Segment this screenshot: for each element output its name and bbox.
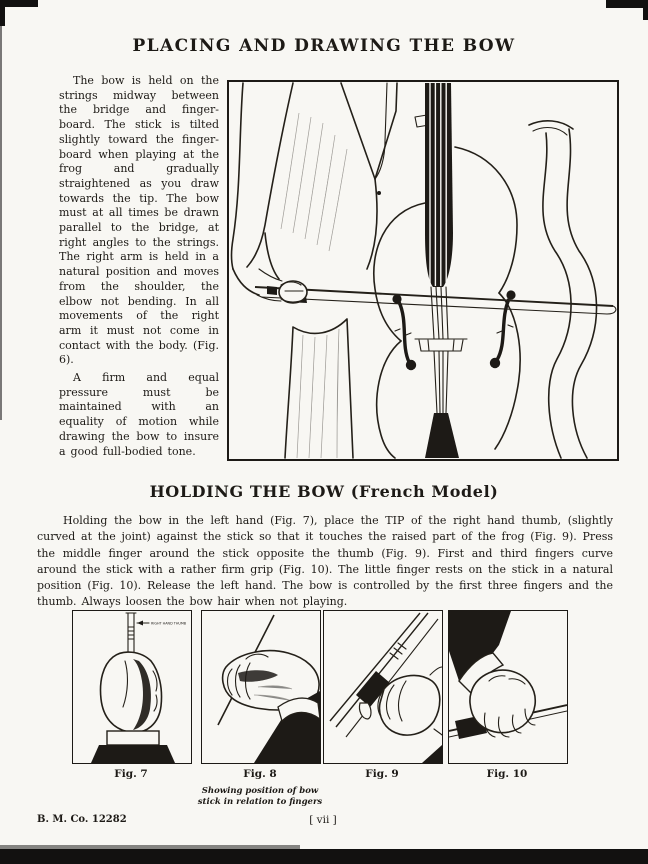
scan-artifact-top-right <box>606 0 648 8</box>
figure-10-label: Fig. 10 <box>486 768 528 780</box>
bass-player-illustration <box>229 82 617 459</box>
section-body: Holding the bow in the left hand (Fig. 7), place the TIP of the right hand thumb, (slightly curved at the joint) against the stick so that it touches the raised part of the frog (Fig. 9). Press the middle finger around the stick opposite the thumb (Fig. 9). First and third fingers curve around the stick with a rather firm grip (Fig. 10). The little finger rests on the stick in a natural position (Fig. 10). Release the left hand. The bow is controlled by the first three fingers and the thumb. Always loosen the bow hair when not playing. <box>37 514 613 609</box>
scan-artifact-bottom-shadow <box>0 845 300 851</box>
figure-10-frame <box>448 610 568 764</box>
scan-artifact-left-edge <box>0 0 2 420</box>
intro-text-column <box>59 74 219 462</box>
figure-8-frame <box>201 610 321 764</box>
intro-paragraph-2: A firm and equal pressure must be maintained with an equality of motion while drawing the bow to insure a good full-bodied tone. <box>59 371 219 458</box>
figure-caption-line-2: stick in relation to fingers <box>197 796 323 807</box>
figure-7-label: Fig. 7 <box>114 768 148 780</box>
page-folio: [ vii ] <box>309 814 337 826</box>
figure-9-label: Fig. 9 <box>365 768 399 780</box>
intro-paragraph-1: The bow is held on the strings midway between the bridge and finger-board. The stick is tilted slightly toward the finger-board when playing at the frog and gradually straightened as you draw towards the tip. The bow must at all times be drawn parallel to the bridge, at right angles to the strings. The right arm is held in a natural position and moves from the shoulder, the elbow not bending. In all movements of the right arm it must not come in contact with the body. (Fig. 6). <box>59 74 219 367</box>
figure-caption-line-1: Showing position of bow <box>201 786 319 796</box>
fist-holding-bow-vertical-drawing <box>73 611 191 763</box>
figure-7-frame <box>72 610 192 764</box>
plate-number: B. M. Co. 12282 <box>37 814 127 825</box>
page-title: PLACING AND DRAWING THE BOW <box>132 36 516 56</box>
fig7-annotation: RIGHT HAND THUMB <box>151 621 187 626</box>
hand-gripping-frog-drawing <box>324 611 442 763</box>
fingers-on-bow-stick-drawing <box>449 611 567 763</box>
main-illustration-frame <box>227 80 619 461</box>
scan-artifact-top-right-edge <box>643 0 648 20</box>
section-heading: HOLDING THE BOW (French Model) <box>149 482 499 501</box>
hand-with-stick-drawing <box>202 611 320 763</box>
figure-strip-caption <box>195 786 325 807</box>
figure-8-label: Fig. 8 <box>243 768 277 780</box>
scan-artifact-bottom-edge <box>0 849 648 864</box>
scan-artifact-top-left <box>0 0 38 7</box>
figure-9-frame <box>323 610 443 764</box>
